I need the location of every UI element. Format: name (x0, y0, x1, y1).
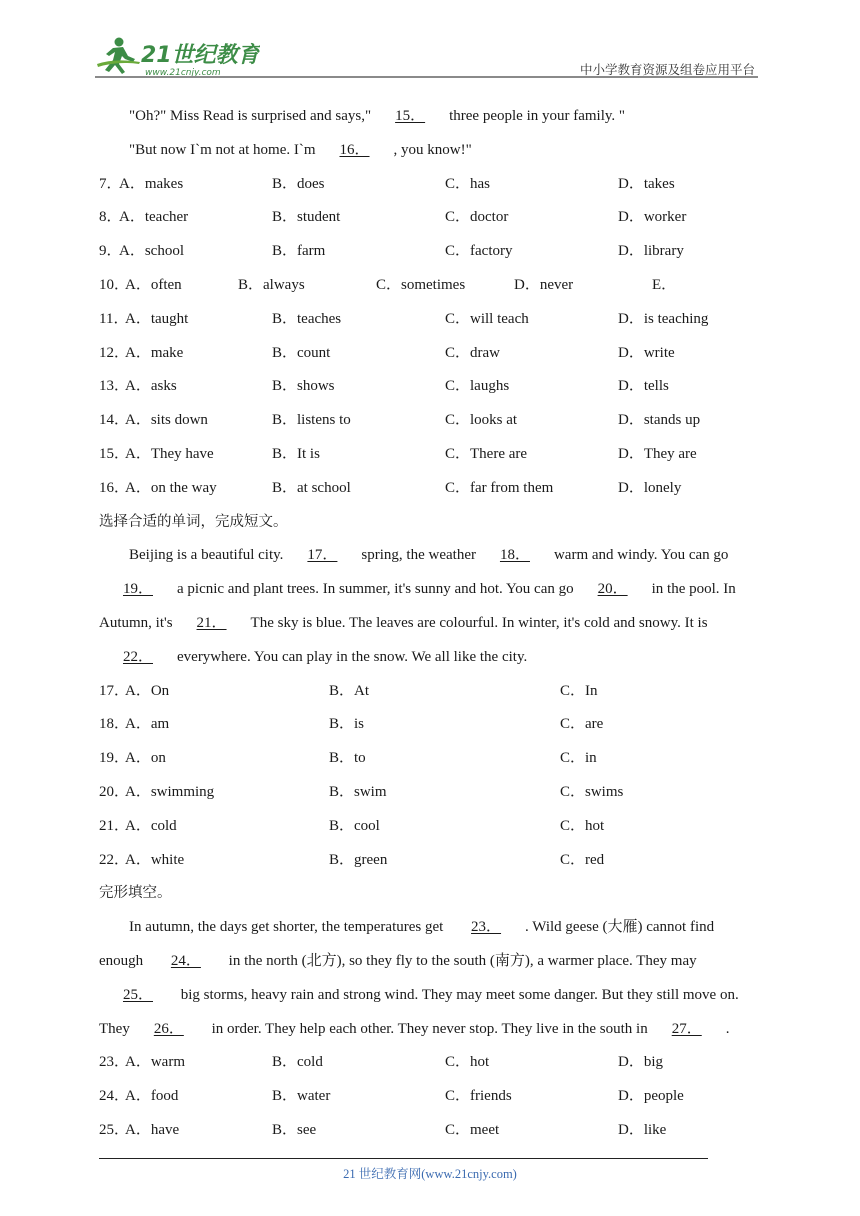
option-choice[interactable]: A．makes (119, 175, 184, 192)
option-choice[interactable]: C．swims (560, 783, 624, 800)
answer-blank[interactable]: 17． (307, 547, 338, 564)
option-choice[interactable]: C．red (560, 851, 605, 868)
option-choice[interactable]: C．meet (445, 1121, 500, 1138)
question-row (99, 269, 761, 303)
passage-text: a picnic and plant trees. In summer, it's sunny and hot. You can go (177, 581, 574, 598)
option-choice[interactable]: C．will teach (445, 310, 529, 327)
question-row (99, 1114, 761, 1148)
question-number: 25． (99, 1121, 130, 1138)
option-choice[interactable]: A．taught (125, 310, 189, 327)
question-row (99, 1046, 761, 1080)
option-choice[interactable]: A．make (125, 344, 184, 361)
option-choice[interactable]: A．cold (125, 817, 177, 834)
footer-text: 21 世纪教育网(www.21cnjy.com) (343, 1167, 517, 1181)
passage-text: enough (99, 952, 147, 969)
header-divider (95, 76, 758, 78)
option-choice[interactable]: D．stands up (618, 412, 701, 429)
answer-blank[interactable]: 24． (170, 952, 201, 969)
option-choice[interactable]: B．green (329, 851, 388, 868)
question-number: 15． (99, 445, 130, 462)
option-choice[interactable]: C．factory (445, 243, 513, 260)
option-choice[interactable]: D．never (514, 276, 574, 293)
question-number: 21． (99, 817, 130, 834)
passage-line (99, 100, 761, 134)
passage-text: in the pool. In (651, 581, 736, 598)
question-row (99, 235, 761, 269)
passage-text: in the north (北方), so they fly to the south (南方), a warmer place. They may (224, 952, 697, 969)
option-choice[interactable]: D．They are (618, 445, 697, 462)
question-row (99, 844, 761, 878)
option-choice[interactable]: C．hot (560, 817, 605, 834)
passage-text: They (99, 1020, 130, 1037)
question-number: 20． (99, 783, 130, 800)
passage-text: spring, the weather (361, 547, 476, 564)
option-choice[interactable]: B．water (272, 1088, 331, 1105)
option-choice[interactable]: B．listens to (272, 412, 351, 429)
question-number: 9． (99, 243, 122, 260)
question-row (99, 337, 761, 371)
question-row (99, 675, 761, 709)
answer-blank[interactable]: 25． (122, 986, 153, 1003)
question-row (99, 168, 761, 202)
answer-blank[interactable]: 16． (339, 141, 370, 158)
option-choice[interactable]: D．takes (618, 175, 675, 192)
answer-blank[interactable]: 21． (196, 614, 227, 631)
option-choice[interactable]: C．far from them (445, 479, 554, 496)
option-choice[interactable]: C．friends (445, 1088, 512, 1105)
passage-text: in order. They help each other. They never stop. They live in the south in (207, 1020, 648, 1037)
question-row (99, 201, 761, 235)
option-choice[interactable]: A．swimming (125, 783, 215, 800)
option-choice[interactable]: C．hot (445, 1054, 490, 1071)
question-number: 18． (99, 716, 130, 733)
option-choice[interactable]: C．are (560, 716, 604, 733)
question-row (99, 370, 761, 404)
option-choice[interactable]: A．school (119, 243, 184, 260)
option-choice[interactable]: A．sits down (125, 412, 208, 429)
footer-divider (99, 1158, 708, 1159)
passage-text: "Oh?" Miss Read is surprised and says," (129, 108, 372, 124)
passage-text: "But now I`m not at home. I`m (129, 141, 316, 158)
question-number: 19． (99, 750, 130, 767)
question-number: 24． (99, 1088, 130, 1105)
option-choice[interactable]: C．There are (445, 445, 528, 462)
question-number: 12． (99, 344, 130, 361)
option-choice[interactable]: C．sometimes (376, 276, 466, 293)
question-number: 23． (99, 1054, 130, 1071)
passage-text: big storms, heavy rain and strong wind. They may meet some danger. But they still move on. (177, 986, 739, 1003)
option-choice[interactable]: B．teaches (272, 310, 342, 327)
passage-line (99, 134, 761, 168)
option-choice[interactable]: B．shows (272, 378, 335, 395)
option-choice[interactable]: B．count (272, 344, 331, 361)
question-number: 14． (99, 412, 130, 429)
option-choice[interactable]: B．farm (272, 243, 326, 260)
section-title-choose-words: 选择合适的单词，完成短文。 (99, 513, 288, 530)
question-row (99, 438, 761, 472)
answer-blank[interactable]: 19． (122, 581, 153, 598)
option-choice[interactable]: B．to (329, 750, 366, 767)
passage-text: Autumn, it's (99, 614, 173, 631)
passage-line (99, 607, 761, 641)
passage-line (99, 539, 761, 573)
question-number: 11． (99, 310, 129, 327)
passage-text: In autumn, the days get shorter, the temperatures get (129, 919, 448, 936)
option-choice[interactable]: D．lonely (618, 479, 682, 496)
question-number: 17． (99, 682, 130, 699)
answer-blank[interactable]: 22． (122, 648, 153, 665)
answer-blank[interactable]: 15． (395, 108, 426, 124)
question-row (99, 776, 761, 810)
option-choice[interactable]: B．is (329, 716, 365, 733)
header-platform-text: 中小学教育资源及组卷应用平台 (579, 62, 755, 77)
option-choice[interactable]: B．cool (329, 817, 380, 834)
section-title-cloze: 完形填空。 (99, 885, 172, 902)
option-choice[interactable]: D．is teaching (618, 310, 709, 327)
option-choice[interactable]: B．at school (272, 479, 351, 496)
passage-text: . Wild geese (大雁) cannot find (525, 919, 715, 936)
passage-text: Beijing is a beautiful city. (129, 547, 284, 564)
question-number: 22． (99, 851, 130, 868)
question-number: 13． (99, 378, 130, 395)
option-choice[interactable]: D．like (618, 1121, 667, 1138)
question-number: 8． (99, 209, 122, 226)
option-choice[interactable]: C．In (560, 682, 598, 699)
option-choice[interactable]: D．library (618, 243, 684, 260)
option-choice[interactable]: A．food (125, 1088, 179, 1105)
question-row (99, 742, 761, 776)
option-choice[interactable]: A．They have (125, 445, 214, 462)
passage-text: The sky is blue. The leaves are colourful. In winter, it's cold and snowy. It is (250, 614, 708, 631)
option-choice[interactable]: B．always (238, 276, 305, 293)
option-choice[interactable]: B．It is (272, 445, 320, 462)
option-choice[interactable]: B．At (329, 682, 370, 699)
option-choice[interactable]: B．student (272, 209, 341, 226)
option-choice[interactable]: A．am (125, 716, 170, 733)
answer-blank[interactable]: 27． (671, 1020, 702, 1037)
option-choice[interactable]: C．draw (445, 344, 500, 361)
question-row (99, 472, 761, 506)
answer-blank[interactable]: 23． (471, 919, 502, 936)
answer-blank[interactable]: 18． (499, 547, 530, 564)
question-number: 10． (99, 276, 130, 293)
option-choice[interactable]: A．warm (125, 1054, 185, 1071)
passage-text: everywhere. You can play in the snow. We all like the city. (177, 648, 528, 665)
option-choice[interactable]: C．has (445, 175, 491, 192)
option-choice[interactable]: B．cold (272, 1054, 323, 1071)
option-choice[interactable]: D．big (618, 1054, 664, 1071)
option-choice[interactable]: C．doctor (445, 209, 509, 226)
passage-line (99, 1013, 761, 1047)
question-row (99, 810, 761, 844)
option-choice[interactable]: A．teacher (119, 209, 189, 226)
passage-text: , you know!" (393, 141, 472, 158)
question-row (99, 1080, 761, 1114)
option-choice[interactable]: B．does (272, 175, 325, 192)
option-choice[interactable]: E． (652, 276, 677, 293)
document-body (99, 100, 761, 1148)
option-choice[interactable]: D．tells (618, 378, 669, 395)
passage-line (99, 911, 761, 945)
question-row (99, 404, 761, 438)
passage-line (99, 641, 761, 675)
question-row (99, 708, 761, 742)
option-choice[interactable]: B．see (272, 1121, 317, 1138)
answer-blank[interactable]: 26． (153, 1020, 184, 1037)
passage-text: . (725, 1020, 730, 1037)
option-choice[interactable]: C．in (560, 750, 597, 767)
option-choice[interactable]: A．asks (125, 378, 177, 395)
passage-line (99, 573, 761, 607)
question-number: 7． (99, 175, 122, 192)
option-choice[interactable]: D．people (618, 1088, 684, 1105)
svg-text:21世纪教育: 21世纪教育 (141, 43, 260, 68)
option-choice[interactable]: D．write (618, 344, 675, 361)
option-choice[interactable]: A．On (125, 682, 170, 699)
option-choice[interactable]: C．looks at (445, 412, 518, 429)
page-header (95, 30, 758, 80)
option-choice[interactable]: B．swim (329, 783, 387, 800)
option-choice[interactable]: A．often (125, 276, 182, 293)
option-choice[interactable]: A．have (125, 1121, 180, 1138)
answer-blank[interactable]: 20． (597, 581, 628, 598)
option-choice[interactable]: A．on the way (125, 479, 217, 496)
svg-text:www.21cnjy.com: www.21cnjy.com (145, 68, 221, 78)
passage-text: three people in your family. " (449, 108, 626, 124)
option-choice[interactable]: D．worker (618, 209, 687, 226)
site-logo (95, 34, 260, 78)
option-choice[interactable]: A．white (125, 851, 185, 868)
option-choice[interactable]: C．laughs (445, 378, 510, 395)
passage-line (99, 979, 761, 1013)
question-row (99, 303, 761, 337)
option-choice[interactable]: A．on (125, 750, 166, 767)
question-number: 16． (99, 479, 130, 496)
passage-line (99, 945, 761, 979)
passage-text: warm and windy. You can go (553, 547, 729, 564)
